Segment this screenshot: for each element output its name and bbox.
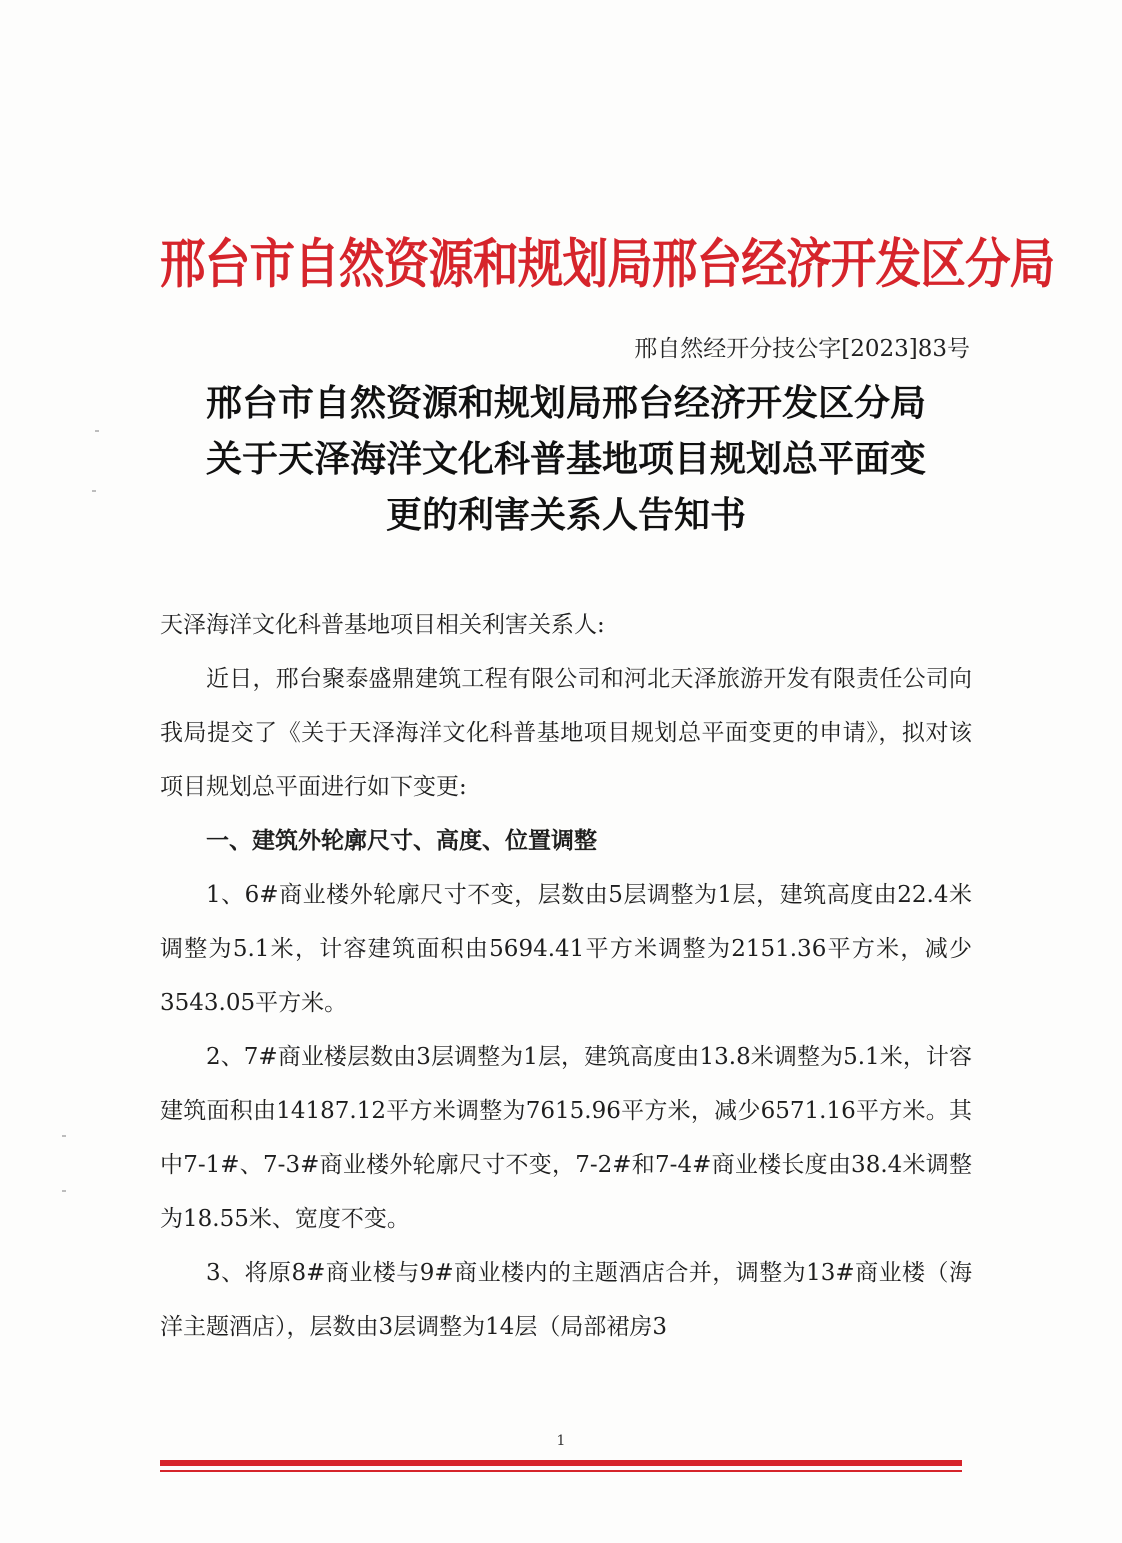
scan-speck <box>62 1135 66 1137</box>
scan-speck <box>62 1190 66 1192</box>
intro-paragraph: 近日，邢台聚泰盛鼎建筑工程有限公司和河北天泽旅游开发有限责任公司向我局提交了《关于天泽海洋文化科普基地项目规划总平面变更的申请》，拟对该项目规划总平面进行如下变更: <box>160 666 972 800</box>
scan-speck <box>92 490 96 492</box>
item-paragraph-1: 1、6#商业楼外轮廓尺寸不变，层数由5层调整为1层，建筑高度由22.4米调整为5.1米，计容建筑面积由5694.41平方米调整为2151.36平方米，减少3543.05平方米。 <box>160 882 972 1016</box>
title-line-1: 邢台市自然资源和规划局邢台经济开发区分局 <box>205 382 926 424</box>
document-body <box>160 598 972 1354</box>
footer-rule-thin <box>160 1470 962 1472</box>
agency-masthead: 邢台市自然资源和规划局邢台经济开发区分局 <box>160 233 1055 295</box>
page-number: 1 <box>556 1433 566 1449</box>
document-title <box>160 375 972 543</box>
title-line-2: 关于天泽海洋文化科普基地项目规划总平面变 <box>205 438 926 480</box>
section-heading: 一、建筑外轮廓尺寸、高度、位置调整 <box>206 827 597 854</box>
item-paragraph-3: 3、将原8#商业楼与9#商业楼内的主题酒店合并，调整为13#商业楼（海洋主题酒店），层数由3层调整为14层（局部裙房3 <box>160 1260 972 1340</box>
salutation: 天泽海洋文化科普基地项目相关利害关系人: <box>160 612 605 638</box>
footer-rule-thick <box>160 1460 962 1466</box>
scan-speck <box>95 430 99 432</box>
item-paragraph-2: 2、7#商业楼层数由3层调整为1层，建筑高度由13.8米调整为5.1米，计容建筑面积由14187.12平方米调整为7615.96平方米，减少6571.16平方米。其中7-1#、7-3#商业楼外轮廓尺寸不变，7-2#和7-4#商业楼长度由38.4米调整为18.55米、宽度不变。 <box>160 1044 972 1232</box>
title-line-3: 更的利害关系人告知书 <box>385 494 746 536</box>
document-number: 邢自然经开分技公字[2023]83号 <box>634 336 970 362</box>
